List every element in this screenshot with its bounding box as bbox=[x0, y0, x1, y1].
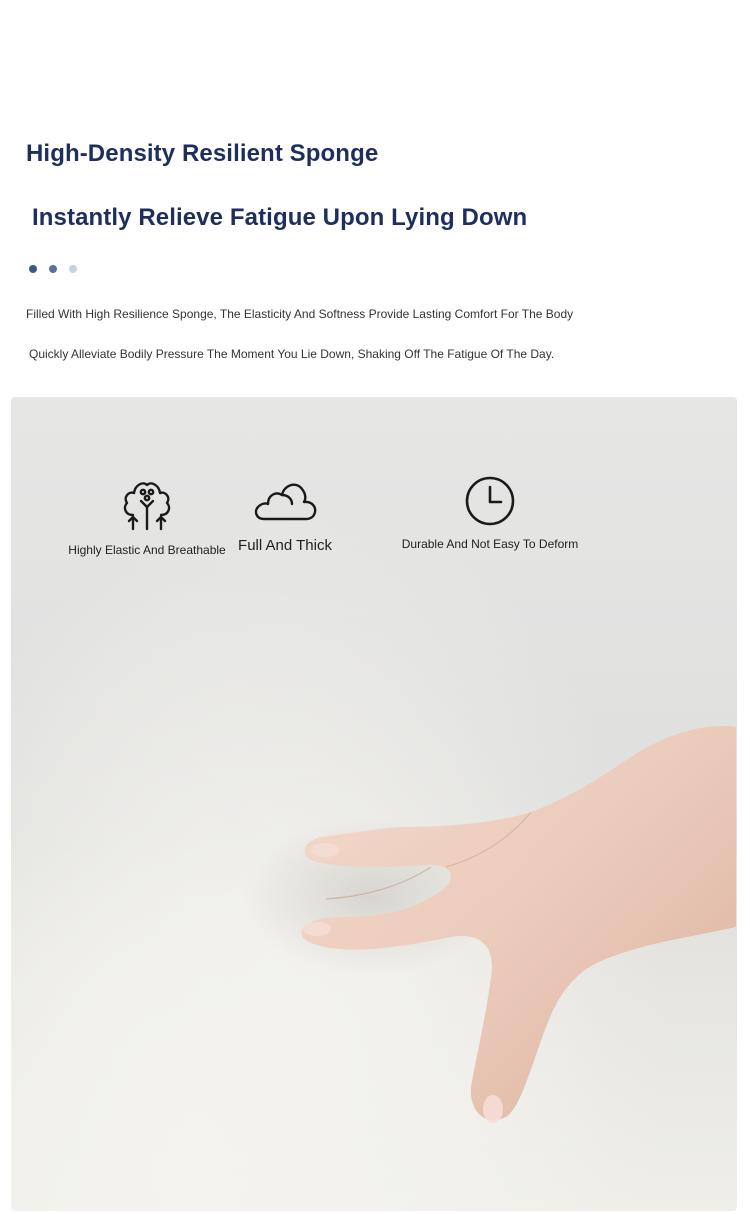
product-photo-foam-hand bbox=[11, 397, 737, 1211]
clock-icon bbox=[464, 475, 516, 527]
description-line-2: Quickly Alleviate Bodily Pressure The Moment You Lie Down, Shaking Off The Fatigue Of The Day. bbox=[29, 347, 555, 361]
cloud-icon bbox=[252, 477, 318, 523]
feature-label: Highly Elastic And Breathable bbox=[68, 543, 226, 557]
feature-full-thick bbox=[237, 477, 333, 554]
carousel-dot[interactable] bbox=[49, 265, 57, 273]
carousel-dot[interactable] bbox=[29, 265, 37, 273]
carousel-dots bbox=[29, 265, 77, 273]
headline-primary: High-Density Resilient Sponge bbox=[26, 140, 379, 167]
feature-label: Full And Thick bbox=[238, 537, 332, 554]
hand-pressing-foam bbox=[281, 717, 737, 1137]
feature-elastic-breathable bbox=[68, 477, 226, 557]
feature-label: Durable And Not Easy To Deform bbox=[401, 537, 579, 551]
tree-icon bbox=[119, 477, 175, 533]
headline-secondary: Instantly Relieve Fatigue Upon Lying Down bbox=[32, 204, 528, 231]
feature-durable bbox=[401, 475, 579, 551]
description-line-1: Filled With High Resilience Sponge, The Elasticity And Softness Provide Lasting Comfort For The Body bbox=[26, 307, 574, 321]
carousel-dot[interactable] bbox=[69, 265, 77, 273]
